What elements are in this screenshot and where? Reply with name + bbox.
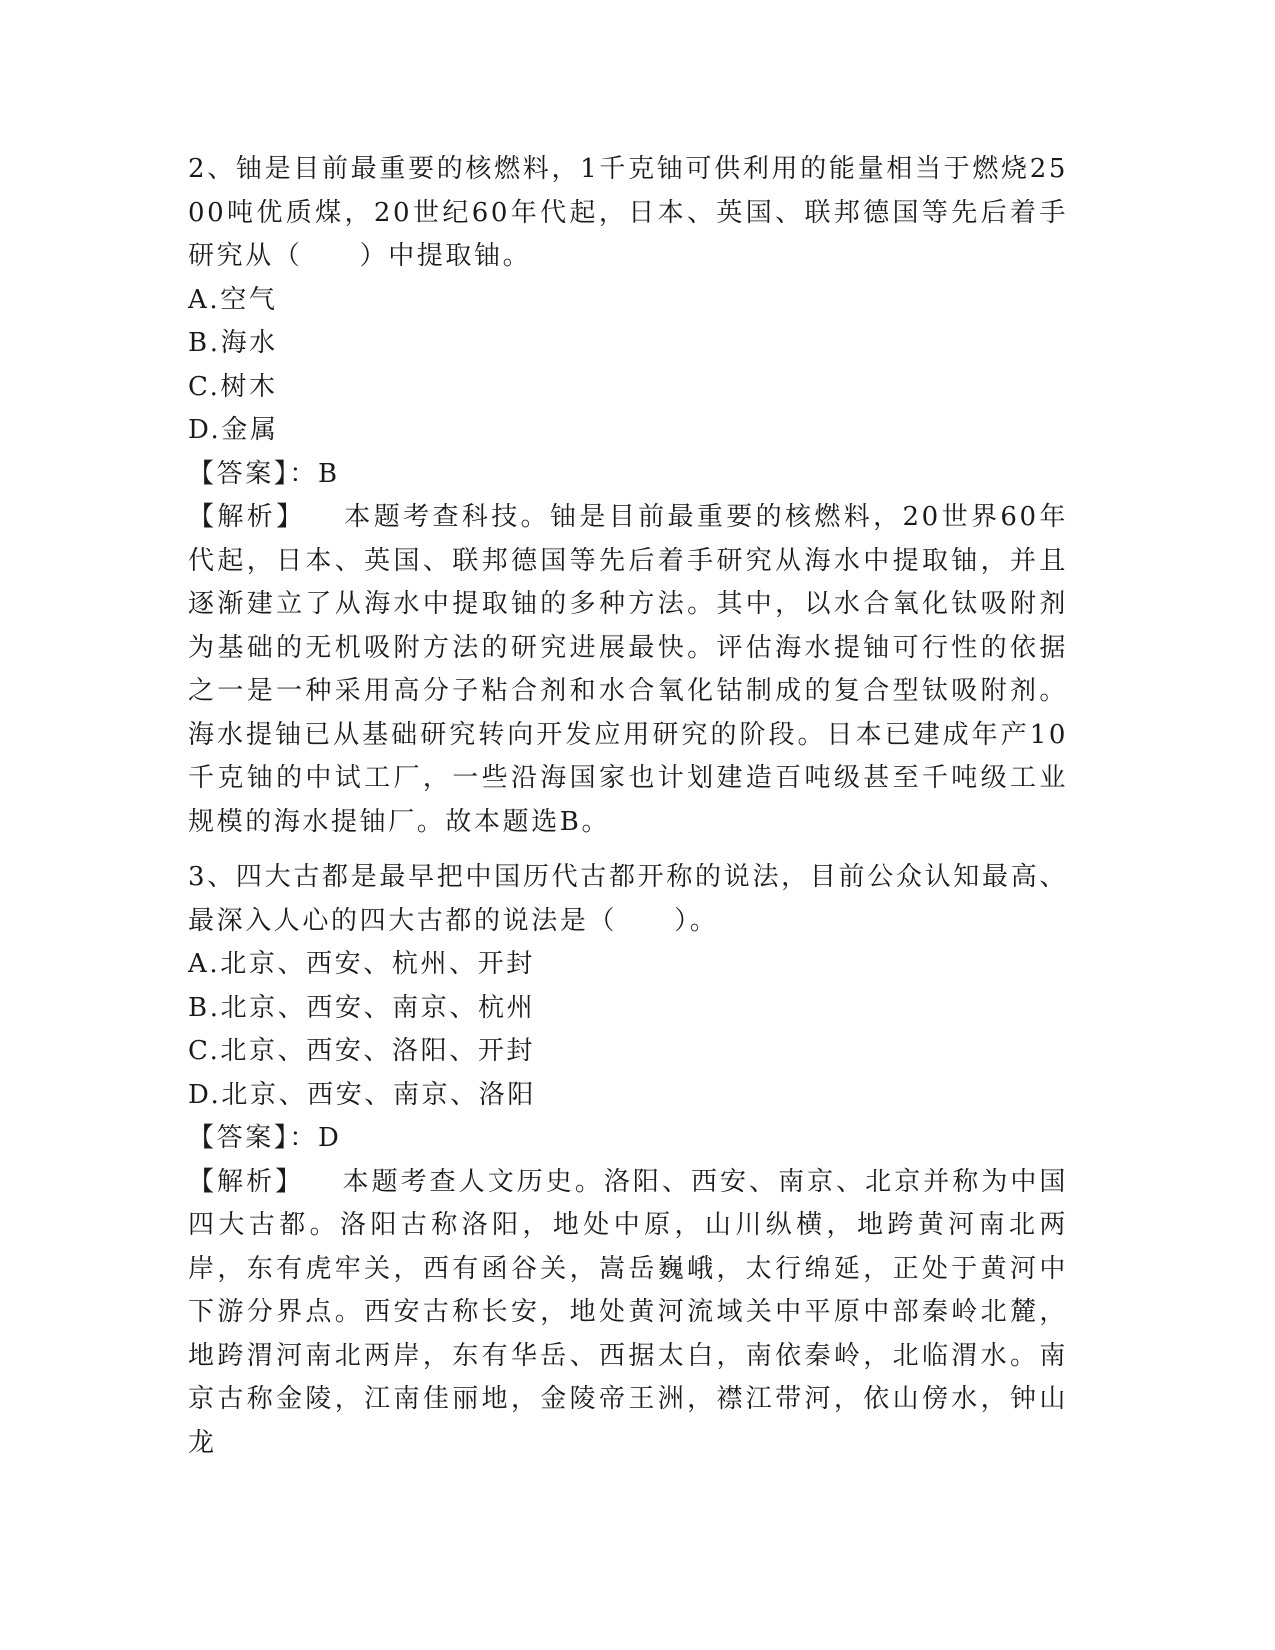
answer-value: D [318,1123,342,1153]
option-b: B.北京、西安、南京、杭州 [188,992,536,1023]
explanation-text: 本题考查科技。铀是目前最重要的核燃料，20世界60年代起，日本、英国、联邦德国等先后着手研究从海水中提取铀，并且逐渐建立了从海水中提取铀的多种方法。其中，以水合氧化钛吸附剂为基础的无机吸附方法的研究进展最快。评估海水提铀可行性的依据之一是一种采用高分子粘合剂和水合氧化钴制成的复合型钛吸附剂。海水提铀已从基础研究转向开发应用研究的阶段。日本已建成年产10千克铀的中试工厂，一些沿海国家也计划建造百吨级甚至千吨级工业规模的海水提铀厂。故本题选B。 [188,502,1068,837]
option-d: D.金属 [188,415,279,445]
answer-label: 【答案】： [188,1123,319,1153]
option-b: B.海水 [188,328,278,358]
option-c: C.树木 [188,371,278,402]
question-2 [188,148,1068,844]
answer-line [188,1117,1068,1161]
option-list [188,279,1068,453]
answer-value: B [318,458,340,489]
explanation-text: 本题考查人文历史。洛阳、西安、南京、北京并称为中国四大古都。洛阳古称洛阳，地处中原，山川纵横，地跨黄河南北两岸，东有虎牢关，西有函谷关，嵩岳巍峨，太行绵延，正处于黄河中下游分界点。西安古称长安，地处黄河流域关中平原中部秦岭北麓，地跨渭河南北两岸，东有华岳、西据太白，南依秦岭，北临渭水。南京古称金陵，江南佳丽地，金陵帝王洲，襟江带河，依山傍水，钟山龙 [188,1166,1068,1458]
question-stem: 3、四大古都是最早把中国历代古都开称的说法，目前公众认知最高、最深入人心的四大古都的说法是（ ）。 [188,862,1068,936]
document-page [188,148,1068,1465]
option-list [188,943,1068,1117]
option-a: A.北京、西安、杭州、开封 [188,949,535,979]
explanation [188,496,1068,844]
question-stem: 2、铀是目前最重要的核燃料，1千克铀可供利用的能量相当于燃烧2500吨优质煤，20世纪60年代起，日本、英国、联邦德国等先后着手研究从（ ）中提取铀。 [188,154,1068,271]
explanation [188,1161,1068,1466]
answer-line [188,453,1068,497]
question-3 [188,856,1068,1465]
explanation-label: 【解析】 [188,502,306,532]
answer-label: 【答案】： [188,458,319,489]
option-d: D.北京、西安、南京、洛阳 [188,1079,536,1110]
option-a: A.空气 [188,284,278,315]
option-c: C.北京、西安、洛阳、开封 [188,1036,536,1066]
explanation-label: 【解析】 [188,1166,305,1197]
